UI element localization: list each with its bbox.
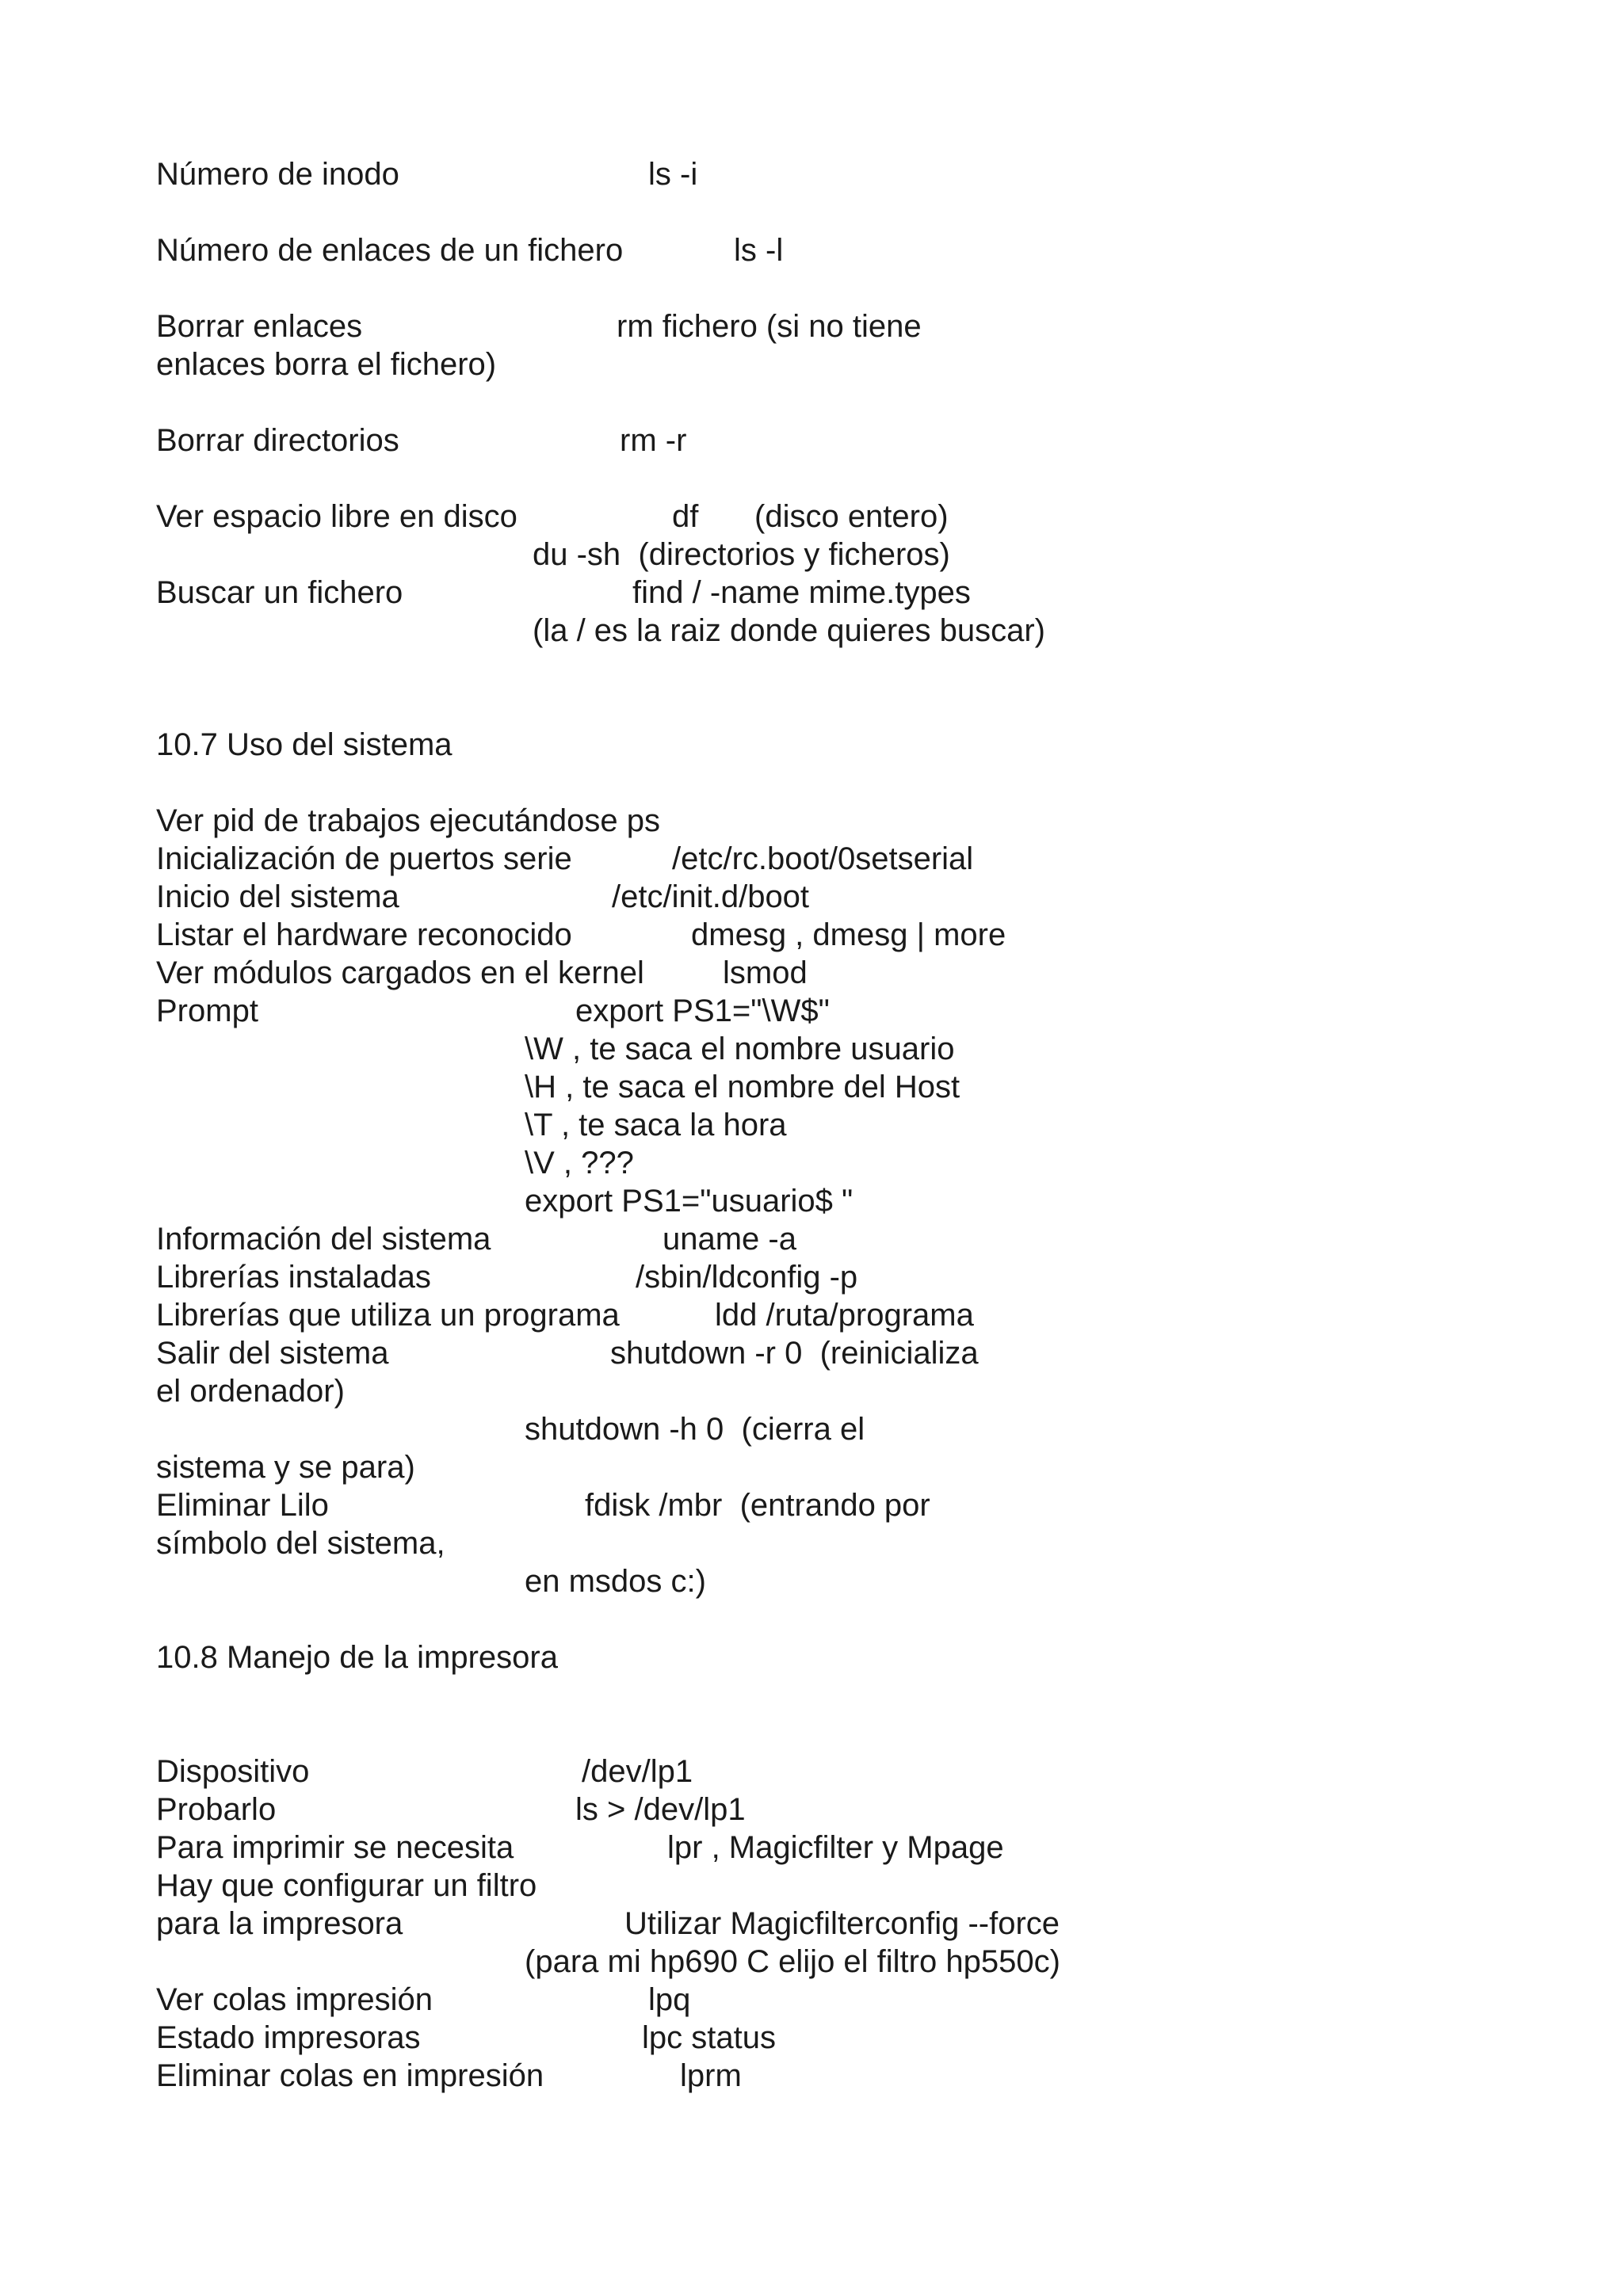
note-filter-choice: (para mi hp690 C elijo el filtro hp550c) [525,1944,1060,1979]
prompt-opt-h: \H , te saca el nombre del Host [525,1070,960,1104]
cmd-system-info: uname -a [663,1222,796,1257]
section-heading-10-8: 10.8 Manejo de la impresora [156,1640,558,1675]
label-prompt: Prompt [156,994,258,1028]
cmd-shutdown-halt: shutdown -h 0 (cierra el [525,1412,865,1447]
text-remove-lilo-cont2: en msdos c:) [525,1564,706,1599]
cmd-remove-lilo: fdisk /mbr (entrando por [585,1488,930,1523]
cmd-program-libs: ldd /ruta/programa [715,1298,974,1333]
cmd-delete-dirs: rm -r [620,423,687,458]
label-system-boot: Inicio del sistema [156,879,399,914]
label-delete-dirs: Borrar directorios [156,423,399,458]
cmd-printer-status: lpc status [642,2020,776,2055]
note-free-space: (disco entero) [754,499,949,534]
label-configure-filter: Hay que configurar un filtro [156,1868,537,1903]
text-delete-links-cont: enlaces borra el fichero) [156,347,497,382]
section-heading-10-7: 10.7 Uso del sistema [156,727,453,762]
label-system-info: Información del sistema [156,1222,491,1257]
cmd-prompt: export PS1="\W$" [575,994,830,1028]
label-list-hardware: Listar el hardware reconocido [156,917,572,952]
label-remove-queues: Eliminar colas en impresión [156,2058,544,2093]
label-kernel-modules: Ver módulos cargados en el kernel [156,955,644,990]
cmd-kernel-modules: lsmod [723,955,808,990]
cmd-print-needs: lpr , Magicfilter y Mpage [667,1830,1004,1865]
cmd-installed-libs: /sbin/ldconfig -p [636,1260,858,1295]
cmd-system-boot: /etc/init.d/boot [612,879,810,914]
cmd-shutdown-reboot: shutdown -r 0 (reinicializa [610,1336,979,1371]
cmd-device: /dev/lp1 [582,1754,693,1789]
text-shutdown-halt-cont: sistema y se para) [156,1450,415,1485]
label-job-pids: Ver pid de trabajos ejecutándose ps [156,803,660,838]
label-serial-ports: Inicialización de puertos serie [156,841,572,876]
cmd-print-queues: lpq [648,1982,691,2017]
label-print-queues: Ver colas impresión [156,1982,433,2017]
label-free-space: Ver espacio libre en disco [156,499,517,534]
cmd-test-printer: ls > /dev/lp1 [575,1792,746,1827]
label-printer-status: Estado impresoras [156,2020,421,2055]
text-shutdown-reboot-cont: el ordenador) [156,1374,345,1409]
cmd-magicfilterconfig: Utilizar Magicfilterconfig --force [624,1906,1060,1941]
cmd-list-hardware: dmesg , dmesg | more [691,917,1006,952]
cmd-delete-links: rm fichero (si no tiene [617,309,922,344]
cmd-free-space: df [672,499,699,534]
cmd-find-file: find / -name mime.types [632,575,971,610]
prompt-opt-w: \W , te saca el nombre usuario [525,1032,955,1066]
label-delete-links: Borrar enlaces [156,309,363,344]
cmd-serial-ports: /etc/rc.boot/0setserial [672,841,974,876]
cmd-remove-queues: lprm [680,2058,742,2093]
label-print-needs: Para imprimir se necesita [156,1830,514,1865]
label-device: Dispositivo [156,1754,310,1789]
text-remove-lilo-cont: símbolo del sistema, [156,1526,445,1561]
label-remove-lilo: Eliminar Lilo [156,1488,329,1523]
note-find-file: (la / es la raiz donde quieres buscar) [533,613,1045,648]
prompt-opt-v: \V , ??? [525,1146,634,1180]
cmd-link-count: ls -l [734,233,784,268]
label-link-count: Número de enlaces de un fichero [156,233,624,268]
label-program-libs: Librerías que utiliza un programa [156,1298,620,1333]
label-for-printer: para la impresora [156,1906,403,1941]
prompt-opt-t: \T , te saca la hora [525,1108,787,1142]
cmd-du: du -sh (directorios y ficheros) [533,537,950,572]
label-installed-libs: Librerías instaladas [156,1260,431,1295]
cmd-inode-number: ls -i [648,157,698,192]
label-find-file: Buscar un fichero [156,575,403,610]
label-exit-system: Salir del sistema [156,1336,389,1371]
label-test-printer: Probarlo [156,1792,277,1827]
prompt-example: export PS1="usuario$ " [525,1184,854,1219]
label-inode-number: Número de inodo [156,157,399,192]
